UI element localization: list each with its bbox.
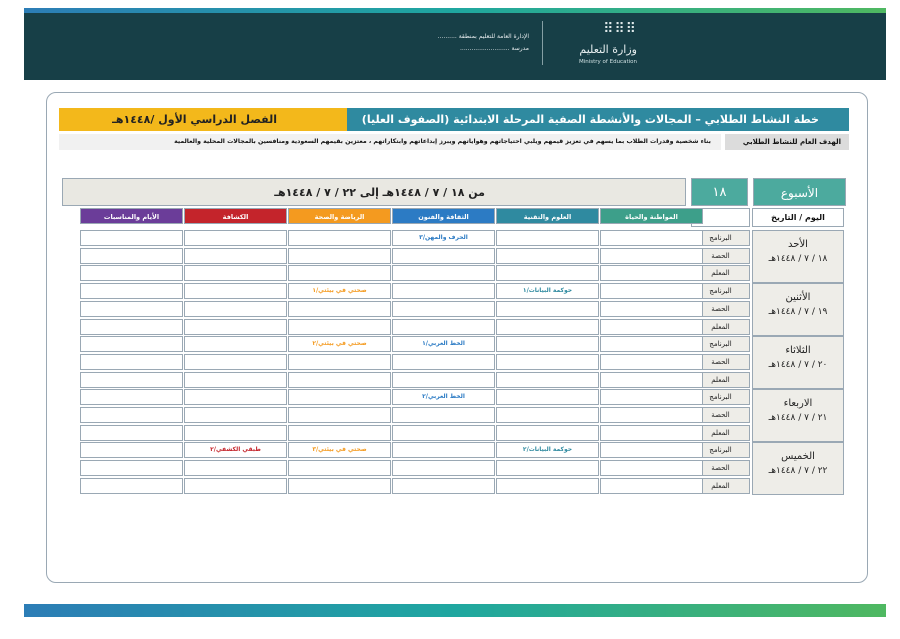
row-label: الحصة	[691, 354, 750, 370]
day-name: الثلاثاء	[785, 345, 811, 357]
period-cell	[392, 301, 495, 317]
teacher-cell	[184, 319, 287, 335]
period-cell	[496, 248, 599, 264]
teacher-cell	[184, 425, 287, 441]
period-cell	[80, 354, 183, 370]
program-cell: الحرف والمهن/٣	[392, 230, 495, 246]
teacher-cell	[392, 478, 495, 494]
period-cell	[288, 248, 391, 264]
program-cell: صحتي في بيئتي/٣	[288, 442, 391, 458]
teacher-cell	[392, 425, 495, 441]
teacher-cell	[184, 478, 287, 494]
period-cell	[80, 460, 183, 476]
teacher-cell	[288, 478, 391, 494]
day-cell	[752, 442, 844, 495]
period-cell	[600, 301, 703, 317]
period-cell	[600, 460, 703, 476]
period-cell	[184, 407, 287, 423]
day-date: ١٨ / ٧ / ١٤٤٨هـ	[768, 254, 828, 264]
teacher-cell	[288, 265, 391, 281]
period-cell	[184, 354, 287, 370]
program-cell	[600, 442, 703, 458]
teacher-cell	[288, 319, 391, 335]
teacher-cell	[392, 265, 495, 281]
row-label: المعلم	[691, 372, 750, 388]
category-header: العلوم والتقنية	[496, 208, 599, 224]
goal-label: الهدف العام للنشاط الطلابي	[725, 134, 849, 150]
program-cell	[80, 442, 183, 458]
teacher-cell	[80, 265, 183, 281]
teacher-cell	[184, 372, 287, 388]
program-cell	[80, 230, 183, 246]
semester-label: الفصل الدراسي الأول /١٤٤٨هـ	[59, 108, 347, 131]
teacher-cell	[184, 265, 287, 281]
program-cell: صحتي في بيئتي/١	[288, 283, 391, 299]
program-cell: صحتي في بيئتي/٢	[288, 336, 391, 352]
program-cell	[496, 389, 599, 405]
program-cell	[288, 389, 391, 405]
week-number: ١٨	[691, 178, 748, 206]
ministry-name-en: Ministry of Education	[578, 59, 637, 65]
period-cell	[392, 460, 495, 476]
ministry-name-ar: وزارة التعليم	[579, 43, 637, 56]
teacher-cell	[496, 372, 599, 388]
row-label: المعلم	[691, 478, 750, 494]
day-name: الأحد	[788, 239, 808, 250]
header-school: مدرسة ..........................	[460, 45, 529, 52]
period-cell	[392, 354, 495, 370]
teacher-cell	[600, 372, 703, 388]
period-cell	[600, 248, 703, 264]
day-date: ٢٠ / ٧ / ١٤٤٨هـ	[768, 360, 828, 371]
period-cell	[496, 354, 599, 370]
period-cell	[392, 407, 495, 423]
program-cell	[496, 336, 599, 352]
period-cell	[80, 407, 183, 423]
row-label: البرنامج	[691, 389, 750, 405]
program-cell	[80, 336, 183, 352]
week-range: من ١٨ / ٧ / ١٤٤٨هـ إلى ٢٢ / ٧ / ١٤٤٨هـ	[62, 178, 686, 206]
program-cell: حوكمة البيانات/٢	[496, 442, 599, 458]
row-label: البرنامج	[691, 336, 750, 352]
day-date: ٢٢ / ٧ / ١٤٤٨هـ	[768, 466, 828, 477]
week-label: الأسبوع	[753, 178, 846, 206]
category-header: الكشافة	[184, 208, 287, 224]
teacher-cell	[288, 372, 391, 388]
period-cell	[288, 407, 391, 423]
row-label: الحصة	[691, 460, 750, 476]
teacher-cell	[600, 319, 703, 335]
plan-title: خطة النشاط الطلابي – المجالات والأنشطة الصفية المرحلة الابتدائية (الصفوف العليا)	[347, 108, 849, 131]
plan-card	[46, 92, 868, 583]
teacher-cell	[496, 265, 599, 281]
goal-bar	[59, 134, 849, 150]
period-cell	[288, 354, 391, 370]
title-bar	[59, 108, 849, 131]
day-cell	[752, 389, 844, 442]
category-header: الثقافة والفنون	[392, 208, 495, 224]
teacher-cell	[600, 478, 703, 494]
header-education-admin: الإدارة العامة للتعليم بمنطقة ..........	[437, 33, 529, 40]
goal-text: بناء شخصية وقدرات الطلاب بما يسهم في تعزيز قيمهم ويلبي احتياجاتهم وهواياتهم ويبرز إبداعاتهم وابتكاراتهم ، معتزين بقيمهم السعودية ومنافسين بالمجالات المحلية والعالمية	[59, 134, 721, 150]
row-label: المعلم	[691, 425, 750, 441]
day-date-header: اليوم / التاريخ	[752, 208, 844, 227]
period-cell	[80, 301, 183, 317]
ministry-logo-icon: ⠿⠿⠿	[603, 21, 637, 37]
day-date: ٢١ / ٧ / ١٤٤٨هـ	[768, 413, 828, 424]
program-cell	[600, 283, 703, 299]
program-cell	[600, 336, 703, 352]
category-header: الرياضة والصحة	[288, 208, 391, 224]
teacher-cell	[600, 425, 703, 441]
teacher-cell	[80, 319, 183, 335]
day-cell	[752, 230, 844, 283]
period-cell	[600, 407, 703, 423]
ministry-logo	[539, 19, 639, 75]
period-cell	[496, 407, 599, 423]
teacher-cell	[80, 478, 183, 494]
program-cell	[288, 230, 391, 246]
day-name: الأثنين	[785, 292, 811, 304]
row-label: المعلم	[691, 319, 750, 335]
period-cell	[288, 301, 391, 317]
program-cell	[184, 336, 287, 352]
period-cell	[600, 354, 703, 370]
teacher-cell	[600, 265, 703, 281]
day-date: ١٩ / ٧ / ١٤٤٨هـ	[768, 307, 828, 318]
program-cell	[184, 283, 287, 299]
category-header: المواطنة والحياة	[600, 208, 703, 224]
header-divider	[542, 21, 543, 65]
day-name: الخميس	[781, 451, 815, 463]
week-row	[62, 178, 846, 206]
row-label: البرنامج	[691, 283, 750, 299]
period-cell	[496, 460, 599, 476]
period-cell	[184, 460, 287, 476]
period-cell	[288, 460, 391, 476]
program-cell: طبقي الكشفي/٢	[184, 442, 287, 458]
period-cell	[392, 248, 495, 264]
row-label: البرنامج	[691, 230, 750, 246]
program-cell: الخط العربي/١	[392, 336, 495, 352]
program-cell	[184, 389, 287, 405]
day-cell	[752, 336, 844, 389]
teacher-cell	[496, 425, 599, 441]
teacher-cell	[80, 425, 183, 441]
teacher-cell	[392, 372, 495, 388]
program-cell	[392, 283, 495, 299]
period-cell	[184, 248, 287, 264]
teacher-cell	[80, 372, 183, 388]
day-name: الاربعاء	[783, 398, 813, 410]
teacher-cell	[288, 425, 391, 441]
program-cell	[600, 389, 703, 405]
row-label: البرنامج	[691, 442, 750, 458]
day-cell	[752, 283, 844, 336]
teacher-cell	[496, 319, 599, 335]
bottom-accent-strip	[24, 604, 886, 617]
page-header	[24, 13, 886, 80]
program-cell	[392, 442, 495, 458]
row-label: الحصة	[691, 301, 750, 317]
row-label: المعلم	[691, 265, 750, 281]
program-cell: الخط العربي/٢	[392, 389, 495, 405]
program-cell	[496, 230, 599, 246]
program-cell	[80, 389, 183, 405]
teacher-cell	[496, 478, 599, 494]
header-info	[379, 31, 529, 55]
program-cell	[600, 230, 703, 246]
program-cell	[80, 283, 183, 299]
period-cell	[184, 301, 287, 317]
program-cell	[184, 230, 287, 246]
period-cell	[496, 301, 599, 317]
row-label: الحصة	[691, 248, 750, 264]
program-cell: حوكمة البيانات/١	[496, 283, 599, 299]
period-cell	[80, 248, 183, 264]
category-header: الأيام والمناسبات	[80, 208, 183, 224]
teacher-cell	[392, 319, 495, 335]
row-label: الحصة	[691, 407, 750, 423]
